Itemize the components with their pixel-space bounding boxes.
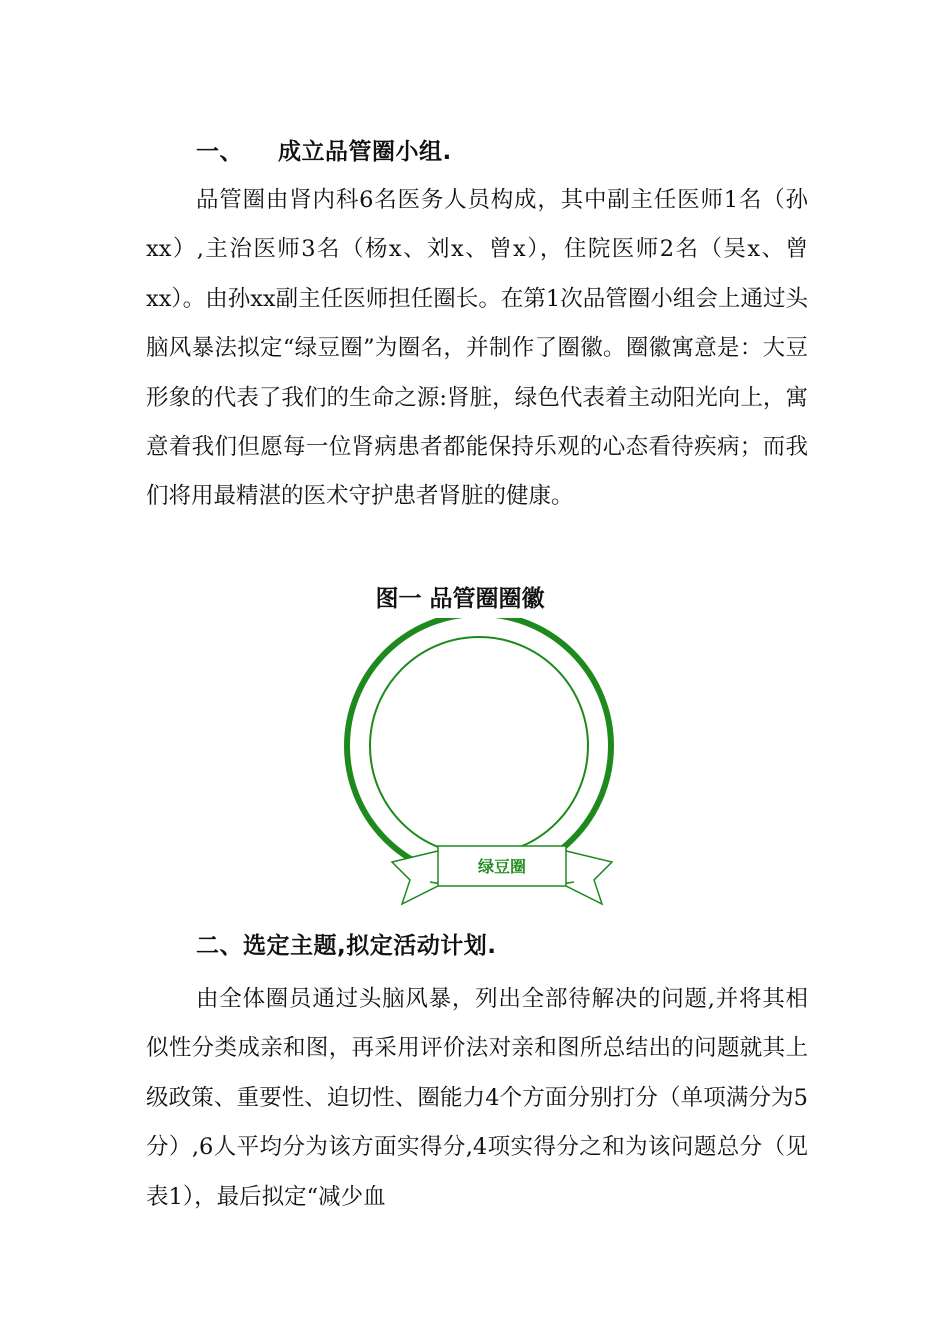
emblem-outer-ring [347,618,611,878]
paragraph-topic: 由全体圈员通过头脑风暴，列出全部待解决的问题,并将其相似性分类成亲和图，再采用评价法对亲和图所总结出的问题就其上级政策、重要性、迫切性、圈能力4个方面分别打分（单项满分为5分）,6人平均分为该方面实得分,4项实得分之和为该问题总分（见表1），最后拟定“减少血 [146,986,808,1210]
emblem-inner-ring [370,637,588,855]
figure-caption: 图一 品管圈圈徽 [375,586,545,612]
circle-emblem-figure [330,618,630,918]
section1-title: 成立品管圈小组. [278,139,452,165]
paragraph-team: 品管圈由肾内科6名医务人员构成，其中副主任医师1名（孙xx）,主治医师3名（杨x、刘x、曾x），住院医师2名（吴x、曾xx）。由孙xx副主任医师担任圈长。在第1次品管圈小组会上通过头脑风暴法拟定“绿豆圈”为圈名，并制作了圈徽。圈徽寓意是：大豆形象的代表了我们的生命之源:肾脏，绿色代表着主动阳光向上，寓意着我们但愿每一位肾病患者都能保持乐观的心态看待疾病；而我们将用最精湛的医术守护患者肾脏的健康。 [146,187,808,510]
section2-title: 二、选定主题,拟定活动计划. [196,933,497,959]
banner-left-tail [392,850,442,904]
banner-right-tail [562,850,612,904]
section1-number: 一、 [196,139,243,165]
banner-label: 绿豆圈 [477,857,527,876]
